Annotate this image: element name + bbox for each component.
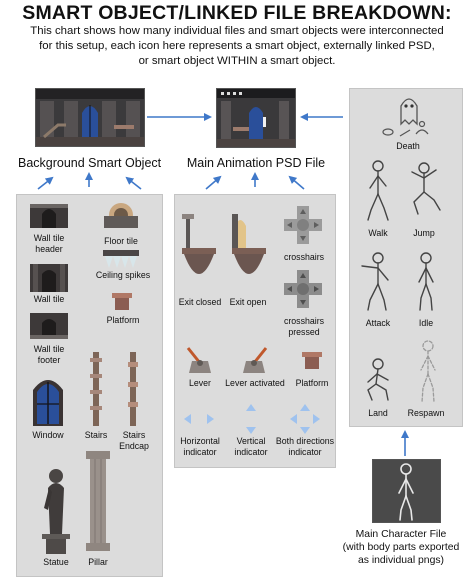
ceiling-spikes-icon bbox=[103, 250, 139, 268]
stairs-endcap-icon bbox=[128, 352, 138, 426]
subtitle-line-2: for this setup, each icon here represents a smart object, externally linked PSD, bbox=[39, 40, 435, 52]
main-character-caption-line-2: (with body parts exported bbox=[342, 542, 460, 553]
lever-icon bbox=[184, 345, 214, 375]
crosshairs-icon bbox=[284, 206, 322, 244]
attack-label: Attack bbox=[365, 318, 391, 328]
walk-label: Walk bbox=[368, 228, 388, 238]
wall-tile-footer-icon bbox=[30, 313, 68, 339]
vertical-indicator-label: Vertical indicator bbox=[234, 436, 268, 457]
subtitle-line-3: or smart object WITHIN a smart object. bbox=[138, 55, 336, 67]
crosshairs-label: crosshairs bbox=[283, 252, 325, 262]
land-pose-icon bbox=[362, 356, 396, 402]
lever-label: Lever bbox=[188, 378, 211, 388]
crosshairs-pressed-icon bbox=[284, 270, 322, 308]
window-icon bbox=[32, 374, 64, 426]
both-directions-indicator-label: Both directions indicator bbox=[275, 436, 335, 457]
horizontal-indicator-icon bbox=[184, 412, 214, 426]
stairs-endcap-label: Stairs Endcap bbox=[119, 430, 149, 451]
platform-label: Platform bbox=[106, 315, 140, 325]
arrow-bg-panel-left bbox=[38, 178, 52, 189]
subtitle-line-1: This chart shows how many individual files and smart objects were interconnected bbox=[30, 25, 444, 37]
idle-pose-icon bbox=[412, 250, 440, 312]
walk-pose-icon bbox=[364, 158, 392, 222]
main-character-file-caption bbox=[328, 528, 474, 567]
wall-tile-header-icon bbox=[30, 204, 68, 228]
arrow-anim-panel-left bbox=[206, 177, 220, 189]
pillar-icon bbox=[86, 451, 110, 551]
animation-platform-icon bbox=[302, 352, 322, 370]
lever-activated-label: Lever activated bbox=[225, 378, 285, 388]
floor-tile-icon bbox=[104, 202, 138, 228]
pillar-label: Pillar bbox=[88, 557, 108, 567]
wall-tile-icon bbox=[30, 264, 68, 292]
arrow-bg-panel-right bbox=[127, 178, 141, 189]
main-character-thumbnail bbox=[372, 459, 441, 523]
lever-activated-icon bbox=[240, 345, 270, 375]
arrow-anim-panel-right bbox=[290, 177, 304, 189]
exit-open-label: Exit open bbox=[229, 297, 267, 307]
respawn-label: Respawn bbox=[407, 408, 445, 418]
main-character-caption-line-3: as individual pngs) bbox=[357, 555, 445, 566]
jump-pose-icon bbox=[404, 160, 444, 220]
death-scattered-parts-icon bbox=[382, 118, 434, 140]
statue-label: Statue bbox=[43, 557, 69, 567]
animation-platform-label: Platform bbox=[295, 378, 329, 388]
attack-pose-icon bbox=[358, 250, 398, 312]
both-directions-indicator-icon bbox=[290, 404, 320, 434]
background-smart-object-label: Background Smart Object bbox=[18, 156, 162, 170]
stairs-label: Stairs bbox=[84, 430, 108, 440]
main-animation-psd-label: Main Animation PSD File bbox=[186, 156, 326, 170]
exit-open-icon bbox=[232, 214, 266, 294]
page-title: SMART OBJECT/LINKED FILE BREAKDOWN: bbox=[22, 2, 452, 24]
stairs-icon bbox=[90, 352, 102, 426]
wall-tile-label: Wall tile bbox=[33, 294, 65, 304]
platform-icon bbox=[112, 293, 132, 311]
exit-closed-icon bbox=[182, 214, 216, 294]
jump-label: Jump bbox=[413, 228, 435, 238]
window-label: Window bbox=[32, 430, 64, 440]
exit-closed-label: Exit closed bbox=[178, 297, 222, 307]
floor-tile-label: Floor tile bbox=[104, 236, 138, 246]
respawn-pose-icon bbox=[414, 338, 442, 404]
wall-tile-header-label: Wall tile header bbox=[33, 233, 65, 254]
ceiling-spikes-label: Ceiling spikes bbox=[95, 270, 151, 280]
crosshairs-pressed-label: crosshairs pressed bbox=[283, 316, 325, 337]
statue-icon bbox=[40, 458, 72, 554]
death-label: Death bbox=[396, 141, 420, 151]
horizontal-indicator-label: Horizontal indicator bbox=[180, 436, 220, 457]
land-label: Land bbox=[368, 408, 388, 418]
main-character-caption-line-1: Main Character File bbox=[355, 529, 447, 540]
vertical-indicator-icon bbox=[244, 404, 258, 434]
wall-tile-footer-label: Wall tile footer bbox=[33, 344, 65, 365]
idle-label: Idle bbox=[418, 318, 434, 328]
